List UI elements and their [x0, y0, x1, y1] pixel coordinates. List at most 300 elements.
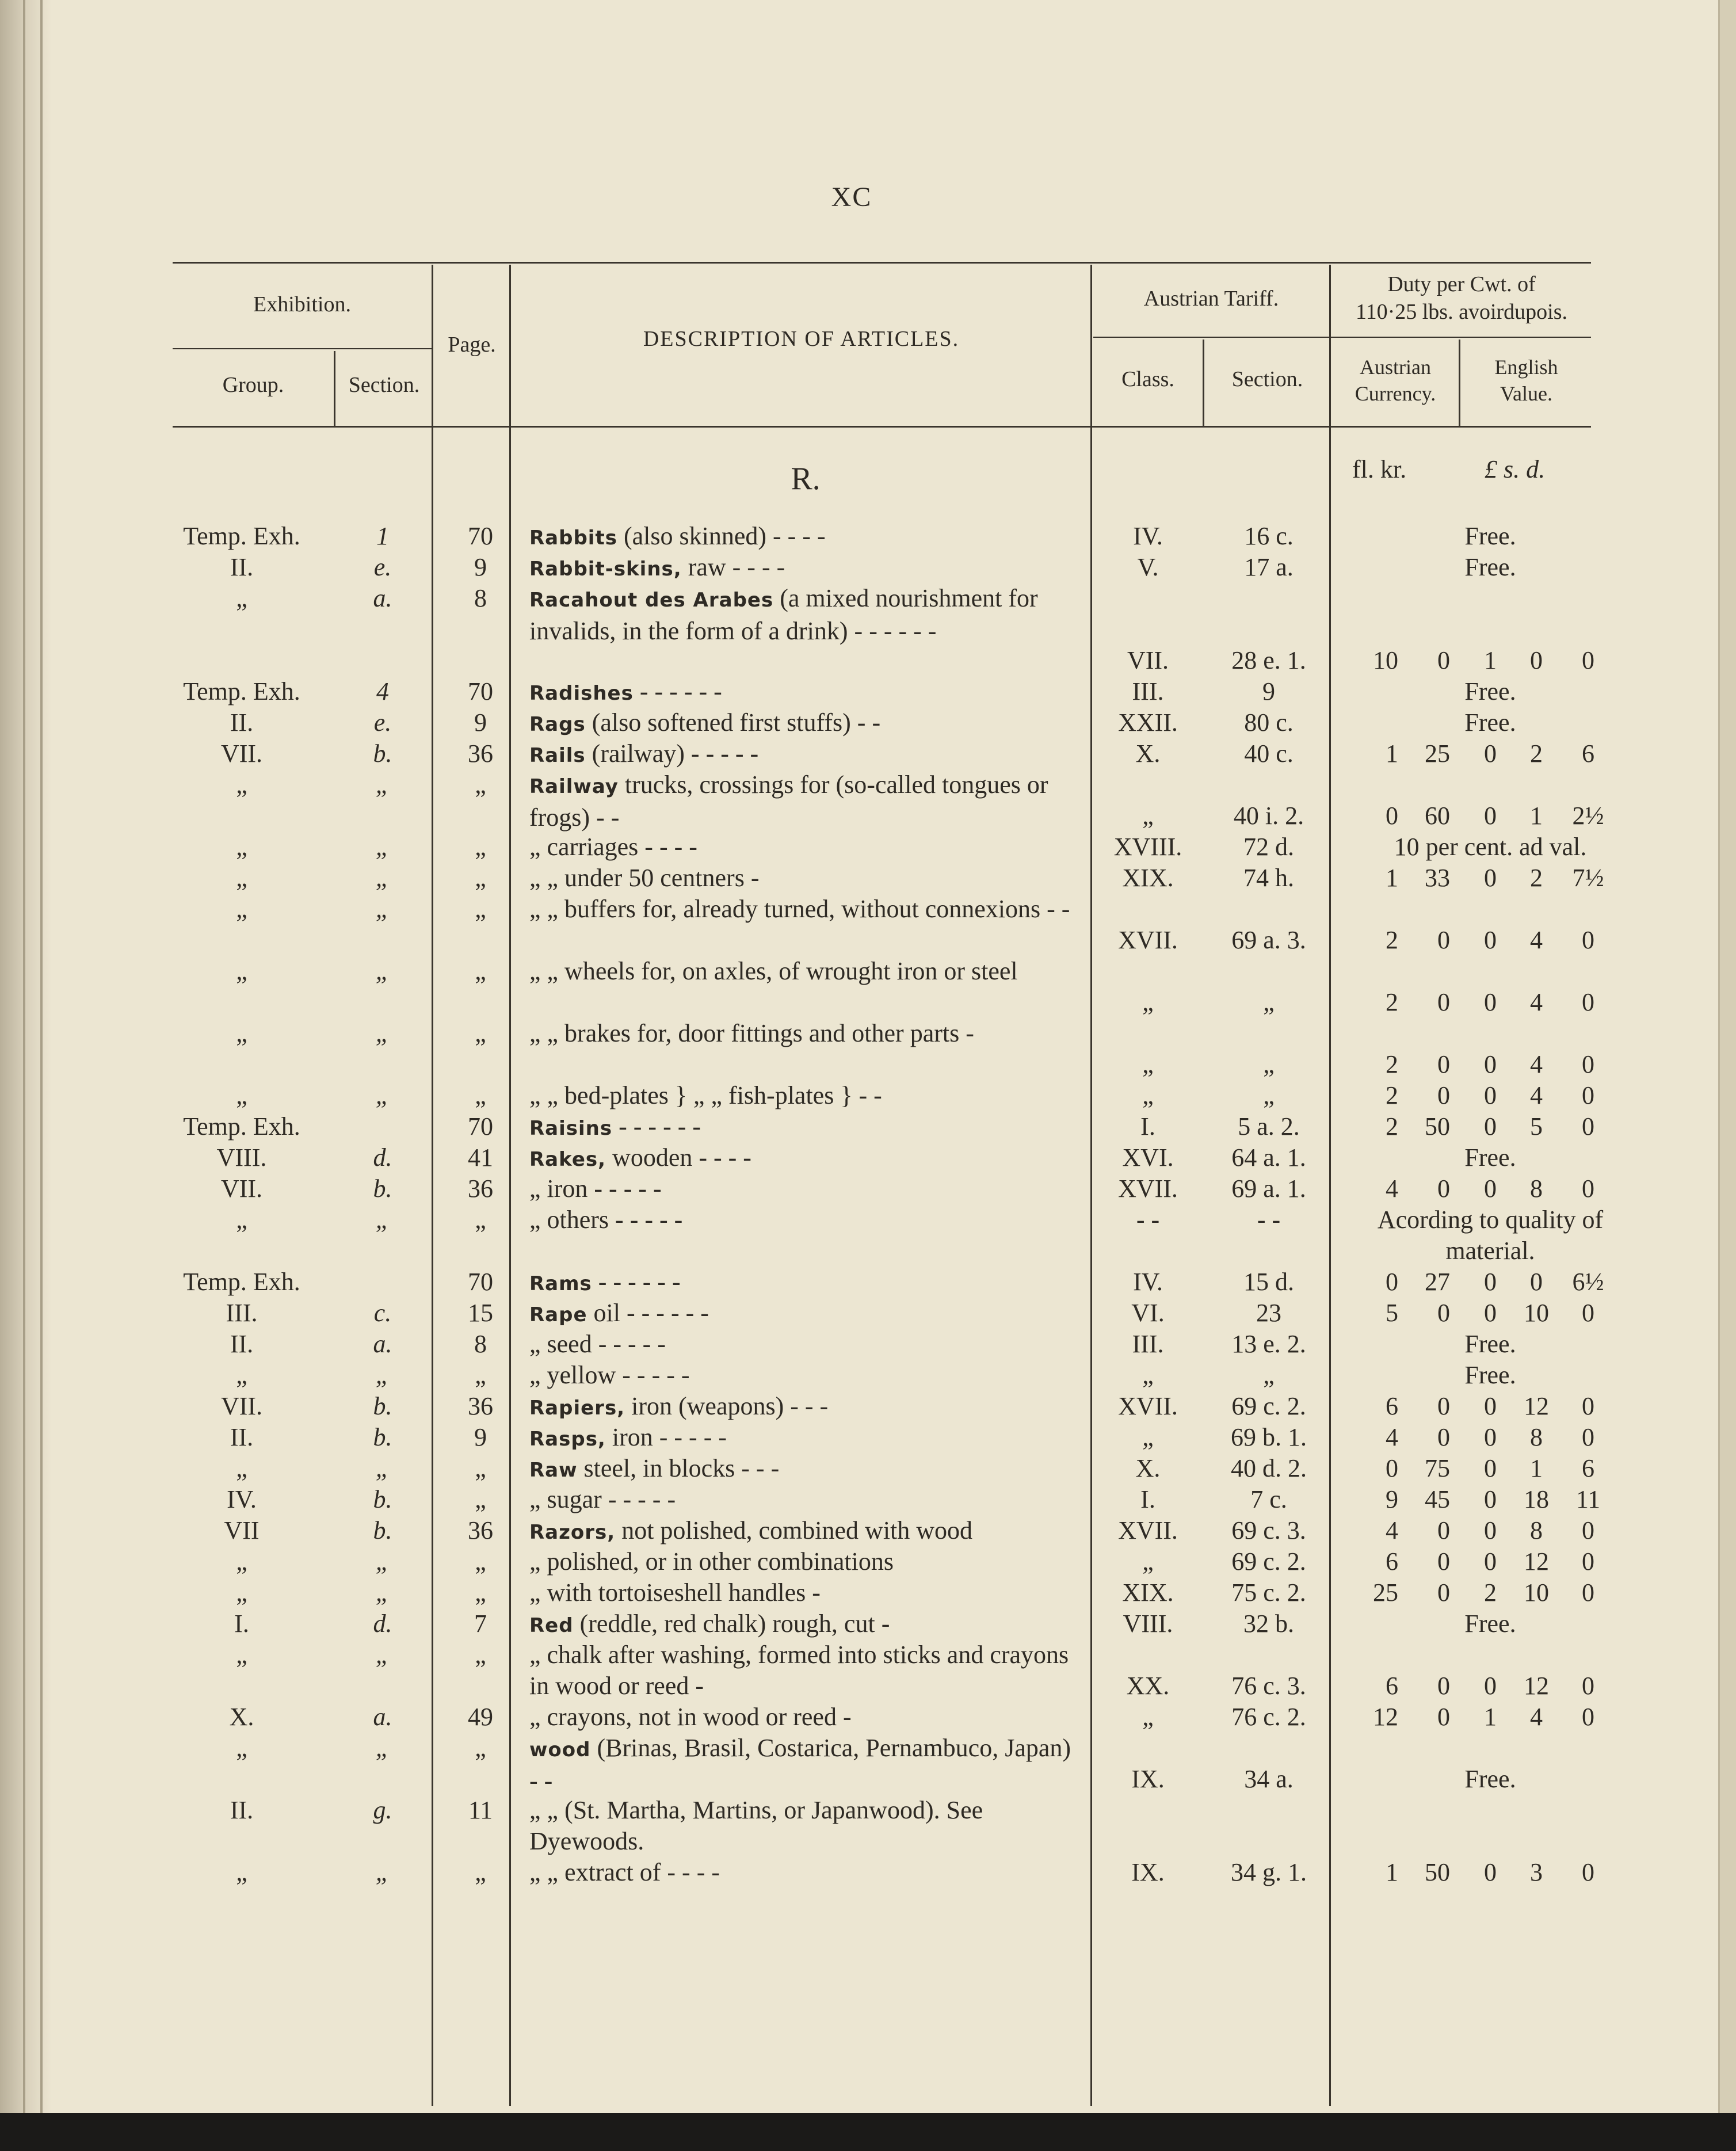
- value-pounds: 0: [1484, 1858, 1497, 1886]
- duty-note: Free.: [1464, 1610, 1516, 1638]
- duty-florins: 4: [1386, 1174, 1398, 1203]
- duty-florins: 2: [1386, 1081, 1398, 1109]
- article-description: „ sugar - - - - -: [529, 1485, 676, 1513]
- section-cell: „: [375, 895, 390, 923]
- page-cell: 36: [468, 739, 493, 768]
- value-pounds: 0: [1484, 1454, 1497, 1482]
- duty-florins: 1: [1386, 739, 1398, 768]
- article-name: Racahout des Arabes: [529, 589, 774, 612]
- article-name: wood: [529, 1738, 591, 1761]
- section-cell: b.: [373, 1516, 392, 1544]
- tariff-class-cell: VIII.: [1123, 1610, 1173, 1638]
- value-shillings: 5: [1530, 1112, 1543, 1141]
- article-name: Railway: [529, 775, 619, 798]
- section-cell: „: [375, 1734, 390, 1762]
- value-pounds: 0: [1484, 864, 1497, 892]
- tariff-section-cell: 15 d.: [1243, 1268, 1294, 1296]
- value-shillings: 4: [1530, 1050, 1543, 1078]
- tariff-section-cell: 69 c. 2.: [1231, 1547, 1306, 1576]
- duty-florins: 2: [1386, 1112, 1398, 1141]
- group-cell: II.: [230, 1796, 254, 1824]
- article-name: Rabbit-skins,: [529, 558, 682, 581]
- tariff-class-cell: XVII.: [1118, 1174, 1178, 1203]
- tariff-section-cell: 74 h.: [1243, 864, 1294, 892]
- tariff-section-cell: 28 e. 1.: [1231, 646, 1306, 674]
- value-shillings: 12: [1524, 1672, 1549, 1700]
- tariff-section-cell: 17 a.: [1244, 553, 1294, 581]
- value-pence: 2½: [1572, 802, 1604, 830]
- article-description: „ seed - - - - -: [529, 1330, 666, 1358]
- value-pence: 0: [1582, 1081, 1594, 1109]
- duty-kreuzer: 0: [1437, 1299, 1450, 1327]
- description-cell: [529, 894, 1082, 925]
- tariff-section-cell: 32 b.: [1243, 1610, 1294, 1638]
- tariff-section-cell: 40 c.: [1244, 739, 1294, 768]
- value-pounds: 0: [1484, 1112, 1497, 1141]
- page-cell: „: [475, 1485, 486, 1513]
- tariff-class-cell: X.: [1135, 1454, 1161, 1482]
- section-cell: b.: [373, 1174, 392, 1203]
- section-cell: „: [375, 864, 390, 892]
- value-pence: 0: [1582, 1703, 1594, 1731]
- group-cell: „: [236, 833, 247, 861]
- description-cell: [529, 1422, 1082, 1455]
- page-cell: 70: [468, 522, 493, 550]
- article-description: „ „ extract of - - - -: [529, 1858, 720, 1886]
- description-cell: [529, 521, 1082, 554]
- group-cell: VII: [224, 1516, 260, 1544]
- column-rule: [1459, 340, 1460, 426]
- value-pounds: 0: [1484, 1672, 1497, 1700]
- gutter-rule: [40, 0, 43, 2151]
- group-cell: „: [236, 1578, 247, 1607]
- article-name: Razors,: [529, 1521, 616, 1544]
- description-cell: [529, 1298, 1082, 1330]
- tariff-class-cell: XIX.: [1122, 864, 1174, 892]
- description-cell: [529, 1111, 1082, 1144]
- group-cell: III.: [226, 1299, 258, 1327]
- tariff-class-cell: XVII.: [1118, 1516, 1178, 1544]
- section-cell: „: [375, 1454, 390, 1482]
- value-shillings: 2: [1530, 864, 1543, 892]
- duty-kreuzer: 0: [1437, 1423, 1450, 1451]
- group-cell: „: [236, 771, 247, 799]
- article-description: „ „ buffers for, already turned, without connexions - -: [529, 895, 1070, 923]
- duty-kreuzer: 0: [1437, 646, 1450, 674]
- article-description: „ iron - - - - -: [529, 1174, 662, 1203]
- tariff-section-cell: 80 c.: [1244, 708, 1294, 737]
- section-letter: R.: [791, 461, 821, 497]
- tariff-class-cell: „: [1142, 1547, 1154, 1576]
- duty-florins: 10: [1373, 646, 1398, 674]
- tariff-class-cell: „: [1142, 1703, 1154, 1731]
- article-name: Rails: [529, 744, 586, 767]
- section-cell: e.: [373, 553, 392, 581]
- group-cell: VII.: [220, 739, 263, 768]
- section-cell: „: [375, 1858, 390, 1886]
- header-austrian-currency-line2: Currency.: [1355, 382, 1436, 405]
- article-description: oil - - - - - -: [587, 1299, 709, 1327]
- tariff-section-cell: 5 a. 2.: [1238, 1112, 1300, 1141]
- value-pounds: 0: [1484, 1547, 1497, 1576]
- value-pence: 0: [1582, 1858, 1594, 1886]
- duty-note: Free.: [1464, 1765, 1516, 1793]
- description-cell: [529, 1484, 1082, 1515]
- value-shillings: 2: [1530, 739, 1543, 768]
- value-pence: 0: [1582, 1672, 1594, 1700]
- article-description: „ „ bed-plates } „ „ fish-plates } - -: [529, 1081, 882, 1109]
- tariff-section-cell: 69 b. 1.: [1231, 1423, 1307, 1451]
- article-description: - - - - - -: [592, 1268, 681, 1296]
- group-cell: „: [236, 1361, 247, 1389]
- duty-kreuzer: 50: [1425, 1112, 1450, 1141]
- group-cell: X.: [229, 1703, 254, 1731]
- page-cell: 8: [474, 584, 487, 612]
- article-description: - - - - - -: [633, 677, 722, 705]
- tariff-section-cell: 13 e. 2.: [1231, 1330, 1306, 1358]
- page-cell: „: [475, 1858, 486, 1886]
- article-description: (Brinas, Brasil, Costarica, Pernambuco, Japan) - -: [529, 1734, 1071, 1795]
- value-pence: 0: [1582, 1112, 1594, 1141]
- group-cell: Temp. Exh.: [183, 1112, 300, 1141]
- article-name: Raw: [529, 1459, 578, 1482]
- value-shillings: 12: [1524, 1392, 1549, 1420]
- article-description: „ chalk after washing, formed into sticks and crayons in wood or reed -: [529, 1641, 1069, 1700]
- description-cell: [529, 1639, 1082, 1702]
- description-cell: [529, 956, 1082, 987]
- section-cell: „: [375, 1019, 390, 1047]
- article-name: Rasps,: [529, 1428, 606, 1451]
- group-cell: „: [236, 584, 247, 612]
- section-cell: d.: [373, 1610, 392, 1638]
- column-rule: [1090, 265, 1092, 2106]
- tariff-section-cell: „: [1263, 1081, 1275, 1109]
- section-cell: a.: [373, 1703, 392, 1731]
- description-cell: [529, 1173, 1082, 1204]
- page-cell: „: [475, 895, 486, 923]
- article-description: „ „ (St. Martha, Martins, or Japanwood). See Dyewoods.: [529, 1796, 983, 1855]
- tariff-section-cell: „: [1263, 988, 1275, 1016]
- value-shillings: 8: [1530, 1423, 1543, 1451]
- tariff-rule: [1093, 337, 1591, 338]
- article-description: „ „ wheels for, on axles, of wrought iron or steel: [529, 957, 1018, 985]
- duty-kreuzer: 0: [1437, 1174, 1450, 1203]
- tariff-section-cell: 76 c. 3.: [1231, 1672, 1306, 1700]
- article-description: iron - - - - -: [605, 1423, 727, 1451]
- tariff-class-cell: IX.: [1131, 1765, 1165, 1793]
- group-cell: „: [236, 1081, 247, 1109]
- group-cell: VII.: [220, 1174, 263, 1203]
- value-shillings: 3: [1530, 1858, 1543, 1886]
- description-cell: [529, 1702, 1082, 1733]
- duty-kreuzer: 0: [1437, 1578, 1450, 1607]
- header-english-value: [1462, 354, 1591, 407]
- value-shillings: 4: [1530, 1703, 1543, 1731]
- duty-kreuzer: 27: [1425, 1268, 1450, 1296]
- page-cell: 49: [468, 1703, 493, 1731]
- value-shillings: 0: [1530, 646, 1543, 674]
- description-cell: [529, 1577, 1082, 1608]
- article-name: Rakes,: [529, 1148, 606, 1171]
- tariff-section-cell: 69 a. 1.: [1231, 1174, 1306, 1203]
- description-cell: [529, 1080, 1082, 1111]
- page-cell: „: [475, 1547, 486, 1576]
- article-name: Raisins: [529, 1117, 613, 1140]
- description-cell: [529, 1204, 1082, 1235]
- page-cell: 9: [474, 553, 487, 581]
- value-pounds: 0: [1484, 988, 1497, 1016]
- page-cell: 36: [468, 1174, 493, 1203]
- value-pence: 0: [1582, 1050, 1594, 1078]
- column-rule: [334, 351, 335, 426]
- tariff-section-cell: 34 a.: [1244, 1765, 1294, 1793]
- page-cell: 9: [474, 1423, 487, 1451]
- section-cell: „: [375, 833, 390, 861]
- tariff-class-cell: „: [1142, 1361, 1154, 1389]
- value-pounds: 0: [1484, 1392, 1497, 1420]
- group-cell: „: [236, 1454, 247, 1482]
- section-cell: b.: [373, 739, 392, 768]
- duty-florins: 0: [1386, 1268, 1398, 1296]
- header-tariff-section: Section.: [1231, 367, 1303, 391]
- value-pounds: 1: [1484, 1703, 1497, 1731]
- scan-border: [0, 2113, 1736, 2151]
- article-description: iron (weapons) - - -: [625, 1392, 829, 1420]
- description-cell: [529, 1267, 1082, 1299]
- value-shillings: 1: [1530, 802, 1543, 830]
- description-cell: [529, 1360, 1082, 1391]
- page-cell: 70: [468, 677, 493, 705]
- header-section: Section.: [348, 373, 420, 397]
- page-cell: „: [475, 1734, 486, 1762]
- page-edge: [1718, 0, 1736, 2151]
- tariff-class-cell: - -: [1136, 1206, 1160, 1234]
- section-cell: „: [375, 771, 390, 799]
- table-top-rule: [173, 262, 1591, 264]
- group-cell: „: [236, 864, 247, 892]
- value-shillings: 10: [1524, 1299, 1549, 1327]
- article-description: „ others - - - - -: [529, 1206, 683, 1234]
- value-shillings: 18: [1524, 1485, 1549, 1513]
- section-cell: „: [375, 957, 390, 985]
- duty-florins: 5: [1386, 1299, 1398, 1327]
- tariff-section-cell: 40 d. 2.: [1231, 1454, 1307, 1482]
- value-pounds: 0: [1484, 926, 1497, 954]
- tariff-class-cell: „: [1142, 988, 1154, 1016]
- description-cell: [529, 832, 1082, 863]
- article-description: „ „ under 50 centners -: [529, 864, 760, 892]
- header-austrian-currency: [1332, 354, 1459, 407]
- value-pence: 0: [1582, 1174, 1594, 1203]
- header-duty-line1: Duty per Cwt. of: [1387, 272, 1536, 296]
- article-description: - - - - - -: [612, 1112, 701, 1141]
- section-cell: „: [375, 1578, 390, 1607]
- value-pence: 0: [1582, 1299, 1594, 1327]
- value-shillings: 8: [1530, 1516, 1543, 1544]
- group-cell: II.: [230, 553, 254, 581]
- unit-fl-kr: fl. kr.: [1352, 455, 1407, 483]
- page-cell: 8: [474, 1330, 487, 1358]
- duty-kreuzer: 0: [1437, 1050, 1450, 1078]
- unit-lsd: £ s. d.: [1485, 455, 1546, 483]
- tariff-class-cell: XVII.: [1118, 1392, 1178, 1420]
- value-pence: 0: [1582, 646, 1594, 674]
- tariff-section-cell: 7 c.: [1250, 1485, 1287, 1513]
- tariff-class-cell: XVI.: [1122, 1143, 1174, 1172]
- tariff-section-cell: 9: [1262, 677, 1275, 705]
- page-cell: 70: [468, 1112, 493, 1141]
- value-pence: 0: [1582, 926, 1594, 954]
- tariff-class-cell: „: [1142, 802, 1154, 830]
- tariff-section-cell: 76 c. 2.: [1231, 1703, 1306, 1731]
- header-group: Group.: [222, 373, 284, 397]
- page-cell: „: [475, 1578, 486, 1607]
- article-description: „ carriages - - - -: [529, 833, 697, 861]
- value-pounds: 0: [1484, 1050, 1497, 1078]
- article-description: „ crayons, not in wood or reed -: [529, 1703, 852, 1731]
- page-cell: 15: [468, 1299, 493, 1327]
- section-cell: b.: [373, 1392, 392, 1420]
- article-name: Rapiers,: [529, 1397, 625, 1420]
- header-english-value-line2: Value.: [1500, 382, 1552, 405]
- group-cell: IV.: [227, 1485, 257, 1513]
- header-page: Page.: [448, 333, 496, 357]
- group-cell: „: [236, 1734, 247, 1762]
- tariff-section-cell: 16 c.: [1244, 522, 1294, 550]
- tariff-class-cell: „: [1142, 1081, 1154, 1109]
- duty-kreuzer: 0: [1437, 1392, 1450, 1420]
- page-cell: 36: [468, 1516, 493, 1544]
- tariff-class-cell: XVIII.: [1113, 833, 1182, 861]
- tariff-class-cell: „: [1142, 1423, 1154, 1451]
- duty-note: Free.: [1464, 553, 1516, 581]
- page-cell: 7: [474, 1610, 487, 1638]
- value-shillings: 8: [1530, 1174, 1543, 1203]
- duty-note: 10 per cent. ad val.: [1394, 833, 1587, 861]
- description-cell: [529, 707, 1082, 740]
- duty-kreuzer: 60: [1425, 802, 1450, 830]
- duty-kreuzer: 33: [1425, 864, 1450, 892]
- duty-florins: 6: [1386, 1392, 1398, 1420]
- tariff-class-cell: IX.: [1131, 1858, 1165, 1886]
- value-pence: 0: [1582, 1423, 1594, 1451]
- article-description: „ with tortoiseshell handles -: [529, 1578, 821, 1607]
- tariff-class-cell: IV.: [1133, 1268, 1163, 1296]
- article-description: „ „ brakes for, door fittings and other parts -: [529, 1019, 974, 1047]
- duty-florins: 12: [1373, 1703, 1398, 1731]
- group-cell: „: [236, 1206, 247, 1234]
- description-cell: [529, 552, 1082, 585]
- tariff-class-cell: IV.: [1133, 522, 1163, 550]
- value-pence: 0: [1582, 1392, 1594, 1420]
- article-description: trucks, crossings for (so-called tongues or frogs) - -: [529, 771, 1048, 832]
- duty-florins: 1: [1386, 864, 1398, 892]
- tariff-class-cell: XIX.: [1122, 1578, 1174, 1607]
- value-shillings: 4: [1530, 1081, 1543, 1109]
- article-description: (reddle, red chalk) rough, cut -: [573, 1610, 890, 1638]
- duty-florins: 2: [1386, 988, 1398, 1016]
- section-cell: „: [375, 1641, 390, 1669]
- value-pounds: 1: [1484, 646, 1497, 674]
- page-number: XC: [831, 182, 872, 212]
- article-name: Rags: [529, 713, 586, 736]
- group-cell: I.: [234, 1610, 249, 1638]
- tariff-class-cell: V.: [1137, 553, 1159, 581]
- value-pounds: 0: [1484, 1081, 1497, 1109]
- duty-kreuzer: 0: [1437, 926, 1450, 954]
- description-cell: [529, 1453, 1082, 1486]
- tariff-class-cell: I.: [1140, 1112, 1155, 1141]
- tariff-class-cell: III.: [1132, 677, 1164, 705]
- tariff-section-cell: 34 g. 1.: [1231, 1858, 1307, 1886]
- duty-note: Acording to quality of material.: [1377, 1206, 1604, 1265]
- section-cell: b.: [373, 1485, 392, 1513]
- group-cell: „: [236, 1858, 247, 1886]
- tariff-class-cell: X.: [1135, 739, 1161, 768]
- value-shillings: 4: [1530, 926, 1543, 954]
- tariff-class-cell: „: [1142, 1050, 1154, 1078]
- tariff-section-cell: „: [1263, 1361, 1275, 1389]
- duty-kreuzer: 25: [1425, 739, 1450, 768]
- tariff-class-cell: I.: [1140, 1485, 1155, 1513]
- group-cell: Temp. Exh.: [183, 522, 300, 550]
- page-cell: „: [475, 1641, 486, 1669]
- value-pence: 0: [1582, 988, 1594, 1016]
- tariff-class-cell: XVII.: [1118, 926, 1178, 954]
- article-name: Rabbits: [529, 527, 617, 550]
- header-duty-line2: 110·25 lbs. avoirdupois.: [1355, 300, 1567, 324]
- value-shillings: 4: [1530, 988, 1543, 1016]
- duty-kreuzer: 75: [1425, 1454, 1450, 1482]
- description-cell: [529, 1795, 1082, 1857]
- tariff-section-cell: 69 c. 2.: [1231, 1392, 1306, 1420]
- duty-kreuzer: 0: [1437, 1516, 1450, 1544]
- description-cell: [529, 1018, 1082, 1049]
- tariff-section-cell: - -: [1257, 1206, 1281, 1234]
- page-cell: 36: [468, 1392, 493, 1420]
- value-shillings: 10: [1524, 1578, 1549, 1607]
- section-cell: „: [375, 1547, 390, 1576]
- tariff-class-cell: XXII.: [1118, 708, 1178, 737]
- duty-note: Free.: [1464, 1330, 1516, 1358]
- value-shillings: 12: [1524, 1547, 1549, 1576]
- section-cell: „: [375, 1081, 390, 1109]
- tariff-section-cell: „: [1263, 1050, 1275, 1078]
- group-cell: „: [236, 1641, 247, 1669]
- group-cell: Temp. Exh.: [183, 677, 300, 705]
- page-cell: 11: [468, 1796, 493, 1824]
- gutter-rule: [23, 0, 25, 2151]
- duty-florins: 0: [1386, 1454, 1398, 1482]
- duty-note: Free.: [1464, 1143, 1516, 1172]
- value-pence: 6: [1582, 1454, 1594, 1482]
- value-pounds: 0: [1484, 1174, 1497, 1203]
- duty-florins: 6: [1386, 1672, 1398, 1700]
- duty-kreuzer: 0: [1437, 1081, 1450, 1109]
- tariff-section-cell: 64 a. 1.: [1231, 1143, 1306, 1172]
- description-cell: [529, 738, 1082, 771]
- section-cell: d.: [373, 1143, 392, 1172]
- tariff-class-cell: III.: [1132, 1330, 1164, 1358]
- duty-kreuzer: 0: [1437, 1703, 1450, 1731]
- description-cell: [529, 863, 1082, 894]
- description-cell: [529, 583, 1082, 647]
- header-austrian-currency-line1: Austrian: [1360, 356, 1431, 379]
- group-cell: „: [236, 957, 247, 985]
- duty-florins: 1: [1386, 1858, 1398, 1886]
- group-cell: Temp. Exh.: [183, 1268, 300, 1296]
- duty-florins: 4: [1386, 1423, 1398, 1451]
